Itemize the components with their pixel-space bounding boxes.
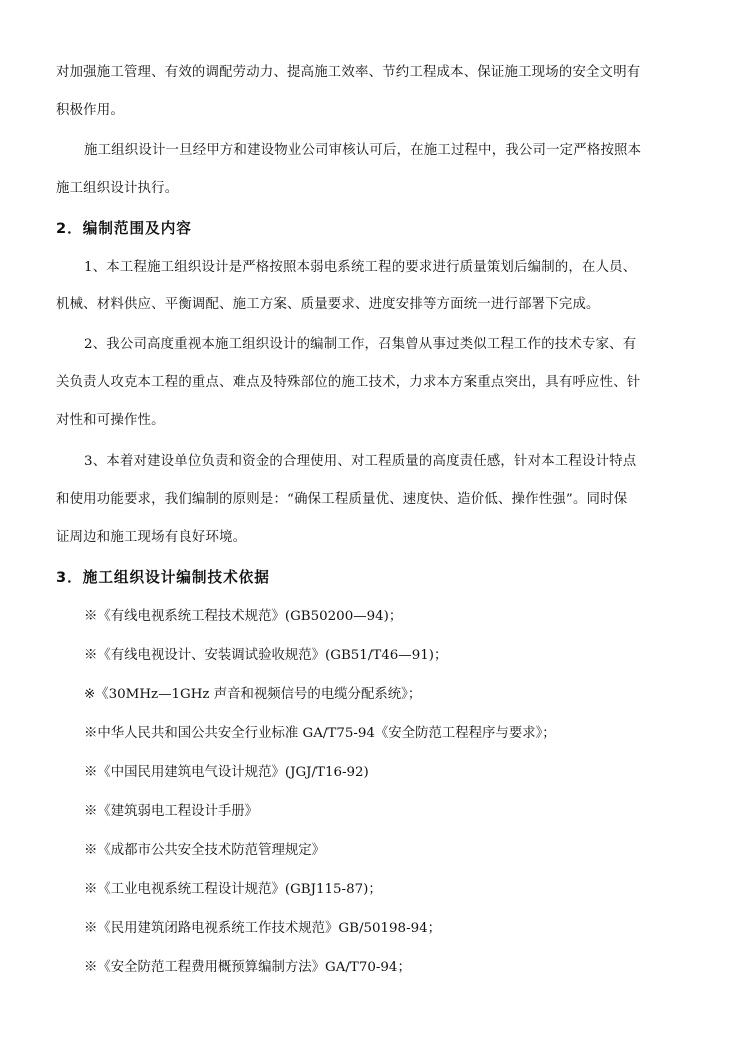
section-3-heading: 3．施工组织设计编制技术依据 [56,569,270,586]
reference-item: ※《建筑弱电工程设计手册》 [84,804,259,819]
reference-item: ※《中国民用建筑电气设计规范》(JGJ/T16-92) [84,765,369,780]
reference-item: ※中华人民共和国公共安全行业标准 GA/T75-94《安全防范工程程序与要求》； [84,726,556,741]
reference-item: ※《有线电视系统工程技术规范》(GB50200—94)； [84,609,403,624]
section-2-item-2-line-2: 关负责人攻克本工程的重点、难点及特殊部位的施工技术，力求本方案重点突出，具有呼应性、针 [56,375,641,390]
reference-item: ※《民用建筑闭路电视系统工作技术规范》GB/50198-94； [84,921,442,936]
section-2-item-1-line-1: 1、本工程施工组织设计是严格按照本弱电系统工程的要求进行质量策划后编制的，在人员、 [84,260,637,275]
section-2-item-1-line-2: 机械、材料供应、平衡调配、施工方案、质量要求、进度安排等方面统一进行部署下完成。 [56,297,600,312]
reference-item: ※《成都市公共安全技术防范管理规定》 [84,843,326,858]
intro-paragraph-1-line-1: 对加强施工管理、有效的调配劳动力、提高施工效率、节约工程成本、保证施工现场的安全文明有 [56,65,641,80]
section-2-item-3-line-1: 3、本着对建设单位负责和资金的合理使用、对工程质量的高度责任感，针对本工程设计特点 [84,454,637,469]
intro-paragraph-1-line-2: 积极作用。 [56,103,124,118]
intro-paragraph-2-line-2: 施工组织设计执行。 [56,181,179,196]
section-2-item-2-line-3: 对性和可操作性。 [56,413,165,428]
section-2-item-3-line-2: 和使用功能要求，我们编制的原则是：“确保工程质量优、速度快、造价低、操作性强”。同时保 [56,492,628,507]
section-2-item-3-line-3: 证周边和施工现场有良好环境。 [56,530,247,545]
reference-item: ※《有线电视设计、安装调试验收规范》(GB51/T46—91)； [84,648,448,663]
section-2-heading: 2．编制范围及内容 [56,220,192,237]
section-2-item-2-line-1: 2、我公司高度重视本施工组织设计的编制工作，召集曾从事过类似工程工作的技术专家、有 [84,337,637,352]
intro-paragraph-2-line-1: 施工组织设计一旦经甲方和建设物业公司审核认可后，在施工过程中，我公司一定严格按照本 [84,143,642,158]
reference-item: ※《安全防范工程费用概预算编制方法》GA/T70-94； [84,960,411,975]
reference-item: ※《工业电视系统工程设计规范》(GBJ115-87)； [84,882,382,897]
reference-item: ※《30MHz—1GHz 声音和视频信号的电缆分配系统》； [84,687,422,702]
